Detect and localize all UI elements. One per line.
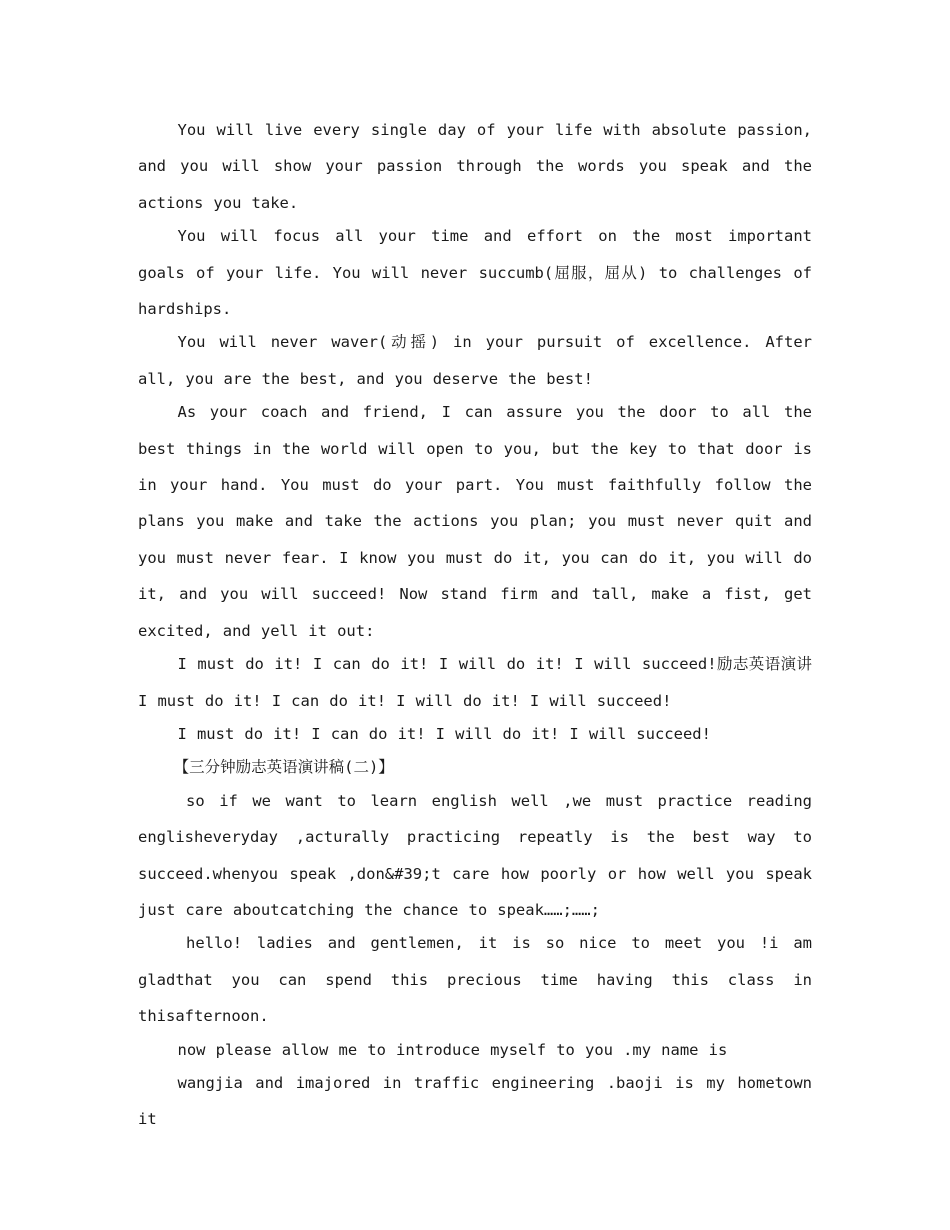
paragraph-hometown: wangjia and imajored in traffic engineering .baoji is my hometown it	[138, 1073, 812, 1129]
paragraph-greeting: hello! ladies and gentlemen, it is so nice to meet you !i am gladthat you can spend this precious time having this class in thisafternoon.	[138, 934, 812, 1026]
paragraph-chant-repeat: I must do it! I can do it! I will do it! I will succeed!	[177, 724, 711, 743]
paragraph-chant: I must do it! I can do it! I will do it! I will succeed!励志英语演讲 I must do it! I can do it! I will do it! I will succeed!	[138, 655, 812, 710]
paragraph-passion: You will live every single day of your life with absolute passion, and you will show your passion through the words you speak and the actions you take.	[138, 121, 812, 212]
paragraph-practice: so if we want to learn english well ,we must practice reading englisheveryday ,acturally practicing repeatly is the best way to succeed.whenyou speak ,don&#39;t care how poorly or how well you speak just care aboutcatching the chance to speak……;……;	[138, 791, 812, 919]
paragraph-coach: As your coach and friend, I can assure you the door to all the best things in the world will open to you, but the key to that door is in your hand. You must do your part. You must faithfully follow the plans you make and take the actions you plan; you must never quit and you must never fear. I know you must do it, you can do it, you will do it, and you will succeed! Now stand firm and tall, make a fist, get excited, and yell it out:	[138, 403, 812, 640]
paragraph-waver: You will never waver(动摇) in your pursuit of excellence. After all, you are the best, and you deserve the best!	[138, 333, 812, 388]
paragraph-introduce: now please allow me to introduce myself to you .my name is	[177, 1040, 728, 1059]
paragraph-focus: You will focus all your time and effort on the most important goals of your life. You will never succumb(屈服，屈从) to challenges of hardships.	[138, 227, 812, 319]
section-heading: 【三分钟励志英语演讲稿(二)】	[173, 758, 394, 777]
document-page	[138, 112, 812, 1138]
